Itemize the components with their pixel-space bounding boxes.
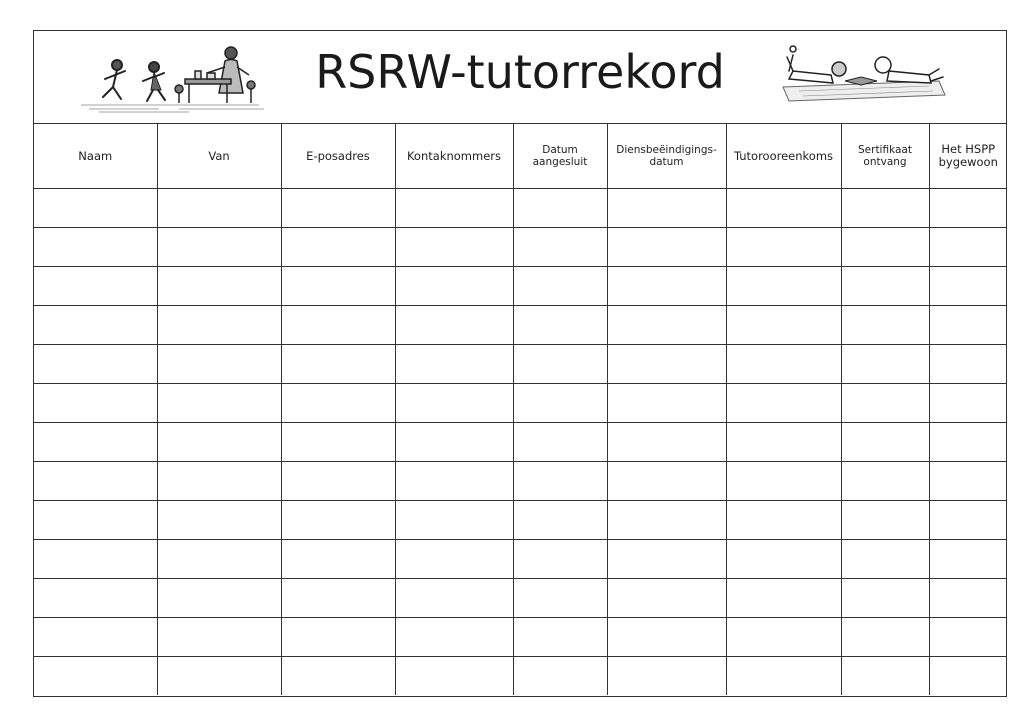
empty-cell[interactable] [395, 579, 513, 618]
empty-cell[interactable] [726, 306, 841, 345]
empty-cell[interactable] [841, 267, 929, 306]
column-header-kontaknommers: Kontaknommers [395, 124, 513, 189]
empty-cell[interactable] [513, 189, 607, 228]
children-reading-illustration [779, 41, 949, 103]
column-header-naam: Naam [34, 124, 157, 189]
empty-cell[interactable] [395, 462, 513, 501]
empty-cell[interactable] [157, 618, 281, 657]
empty-cell[interactable] [726, 228, 841, 267]
table-row [34, 423, 1007, 462]
column-header-van: Van [157, 124, 281, 189]
empty-cell[interactable] [157, 501, 281, 540]
empty-cell[interactable] [395, 540, 513, 579]
table-body [34, 189, 1007, 696]
empty-cell[interactable] [607, 540, 726, 579]
empty-cell[interactable] [513, 267, 607, 306]
empty-cell[interactable] [929, 618, 1007, 657]
empty-cell[interactable] [841, 189, 929, 228]
empty-cell[interactable] [157, 189, 281, 228]
form-header [34, 31, 1006, 124]
empty-cell[interactable] [607, 462, 726, 501]
table-row [34, 462, 1007, 501]
table-row [34, 579, 1007, 618]
empty-cell[interactable] [157, 657, 281, 696]
empty-cell[interactable] [34, 189, 157, 228]
empty-cell[interactable] [395, 384, 513, 423]
empty-cell[interactable] [607, 189, 726, 228]
empty-cell[interactable] [34, 423, 157, 462]
empty-cell[interactable] [395, 267, 513, 306]
page-title: RSRW-tutorrekord [315, 45, 725, 99]
empty-cell[interactable] [395, 423, 513, 462]
empty-cell[interactable] [841, 501, 929, 540]
empty-cell[interactable] [281, 306, 395, 345]
empty-cell[interactable] [281, 228, 395, 267]
empty-cell[interactable] [726, 462, 841, 501]
empty-cell[interactable] [34, 228, 157, 267]
table-row [34, 228, 1007, 267]
empty-cell[interactable] [929, 267, 1007, 306]
empty-cell[interactable] [513, 345, 607, 384]
table-row [34, 345, 1007, 384]
empty-cell[interactable] [607, 306, 726, 345]
empty-cell[interactable] [841, 384, 929, 423]
empty-cell[interactable] [607, 657, 726, 696]
empty-cell[interactable] [607, 618, 726, 657]
empty-cell[interactable] [157, 462, 281, 501]
empty-cell[interactable] [513, 618, 607, 657]
empty-cell[interactable] [607, 228, 726, 267]
empty-cell[interactable] [34, 579, 157, 618]
empty-cell[interactable] [726, 540, 841, 579]
empty-cell[interactable] [34, 501, 157, 540]
empty-cell[interactable] [841, 306, 929, 345]
empty-cell[interactable] [281, 189, 395, 228]
empty-cell[interactable] [841, 618, 929, 657]
empty-cell[interactable] [929, 423, 1007, 462]
empty-cell[interactable] [513, 540, 607, 579]
empty-cell[interactable] [607, 267, 726, 306]
empty-cell[interactable] [607, 423, 726, 462]
empty-cell[interactable] [929, 189, 1007, 228]
empty-cell[interactable] [841, 657, 929, 696]
table-row [34, 501, 1007, 540]
tutor-record-table [34, 124, 1007, 695]
empty-cell[interactable] [395, 189, 513, 228]
empty-cell[interactable] [34, 618, 157, 657]
empty-cell[interactable] [157, 423, 281, 462]
empty-cell[interactable] [726, 423, 841, 462]
table-row [34, 657, 1007, 696]
tutor-record-form [33, 30, 1007, 697]
empty-cell[interactable] [929, 579, 1007, 618]
column-header-het-hspp-bygewoon: Het HSPP bygewoon [929, 124, 1007, 189]
empty-cell[interactable] [513, 384, 607, 423]
empty-cell[interactable] [395, 306, 513, 345]
empty-cell[interactable] [281, 462, 395, 501]
empty-cell[interactable] [929, 657, 1007, 696]
empty-cell[interactable] [929, 384, 1007, 423]
empty-cell[interactable] [34, 306, 157, 345]
empty-cell[interactable] [726, 345, 841, 384]
empty-cell[interactable] [157, 228, 281, 267]
empty-cell[interactable] [607, 501, 726, 540]
empty-cell[interactable] [34, 657, 157, 696]
empty-cell[interactable] [841, 540, 929, 579]
empty-cell[interactable] [726, 657, 841, 696]
empty-cell[interactable] [726, 618, 841, 657]
empty-cell[interactable] [726, 267, 841, 306]
empty-cell[interactable] [281, 423, 395, 462]
table-row [34, 384, 1007, 423]
empty-cell[interactable] [841, 228, 929, 267]
empty-cell[interactable] [281, 345, 395, 384]
empty-cell[interactable] [929, 501, 1007, 540]
empty-cell[interactable] [841, 345, 929, 384]
header-row [34, 124, 1007, 189]
empty-cell[interactable] [34, 462, 157, 501]
empty-cell[interactable] [929, 345, 1007, 384]
empty-cell[interactable] [607, 384, 726, 423]
empty-cell[interactable] [513, 501, 607, 540]
empty-cell[interactable] [281, 657, 395, 696]
empty-cell[interactable] [513, 306, 607, 345]
empty-cell[interactable] [395, 501, 513, 540]
empty-cell[interactable] [929, 228, 1007, 267]
empty-cell[interactable] [726, 384, 841, 423]
empty-cell[interactable] [513, 657, 607, 696]
empty-cell[interactable] [841, 423, 929, 462]
table-row [34, 189, 1007, 228]
empty-cell[interactable] [281, 618, 395, 657]
empty-cell[interactable] [157, 384, 281, 423]
empty-cell[interactable] [513, 462, 607, 501]
empty-cell[interactable] [281, 579, 395, 618]
empty-cell[interactable] [34, 345, 157, 384]
empty-cell[interactable] [395, 618, 513, 657]
empty-cell[interactable] [281, 540, 395, 579]
empty-cell[interactable] [157, 579, 281, 618]
empty-cell[interactable] [34, 267, 157, 306]
table-row [34, 540, 1007, 579]
table-row [34, 618, 1007, 657]
empty-cell[interactable] [157, 306, 281, 345]
empty-cell[interactable] [281, 267, 395, 306]
empty-cell[interactable] [395, 345, 513, 384]
column-header-diensbeeindigingsdatum: Diensbeëindigings- datum [607, 124, 726, 189]
empty-cell[interactable] [157, 345, 281, 384]
empty-cell[interactable] [34, 540, 157, 579]
empty-cell[interactable] [726, 189, 841, 228]
empty-cell[interactable] [513, 579, 607, 618]
empty-cell[interactable] [395, 228, 513, 267]
empty-cell[interactable] [929, 540, 1007, 579]
column-header-tutorooreenkoms: Tutorooreenkoms [726, 124, 841, 189]
empty-cell[interactable] [281, 384, 395, 423]
empty-cell[interactable] [157, 267, 281, 306]
empty-cell[interactable] [34, 384, 157, 423]
empty-cell[interactable] [395, 657, 513, 696]
empty-cell[interactable] [726, 579, 841, 618]
empty-cell[interactable] [157, 540, 281, 579]
empty-cell[interactable] [281, 501, 395, 540]
table-row [34, 267, 1007, 306]
column-header-e-posadres: E-posadres [281, 124, 395, 189]
column-header-datum-aangesluit: Datum aangesluit [513, 124, 607, 189]
empty-cell[interactable] [513, 423, 607, 462]
empty-cell[interactable] [607, 345, 726, 384]
empty-cell[interactable] [841, 579, 929, 618]
empty-cell[interactable] [726, 501, 841, 540]
empty-cell[interactable] [929, 462, 1007, 501]
table-row [34, 306, 1007, 345]
column-header-sertifikaat-ontvang: Sertifikaat ontvang [841, 124, 929, 189]
empty-cell[interactable] [929, 306, 1007, 345]
empty-cell[interactable] [841, 462, 929, 501]
empty-cell[interactable] [513, 228, 607, 267]
empty-cell[interactable] [607, 579, 726, 618]
